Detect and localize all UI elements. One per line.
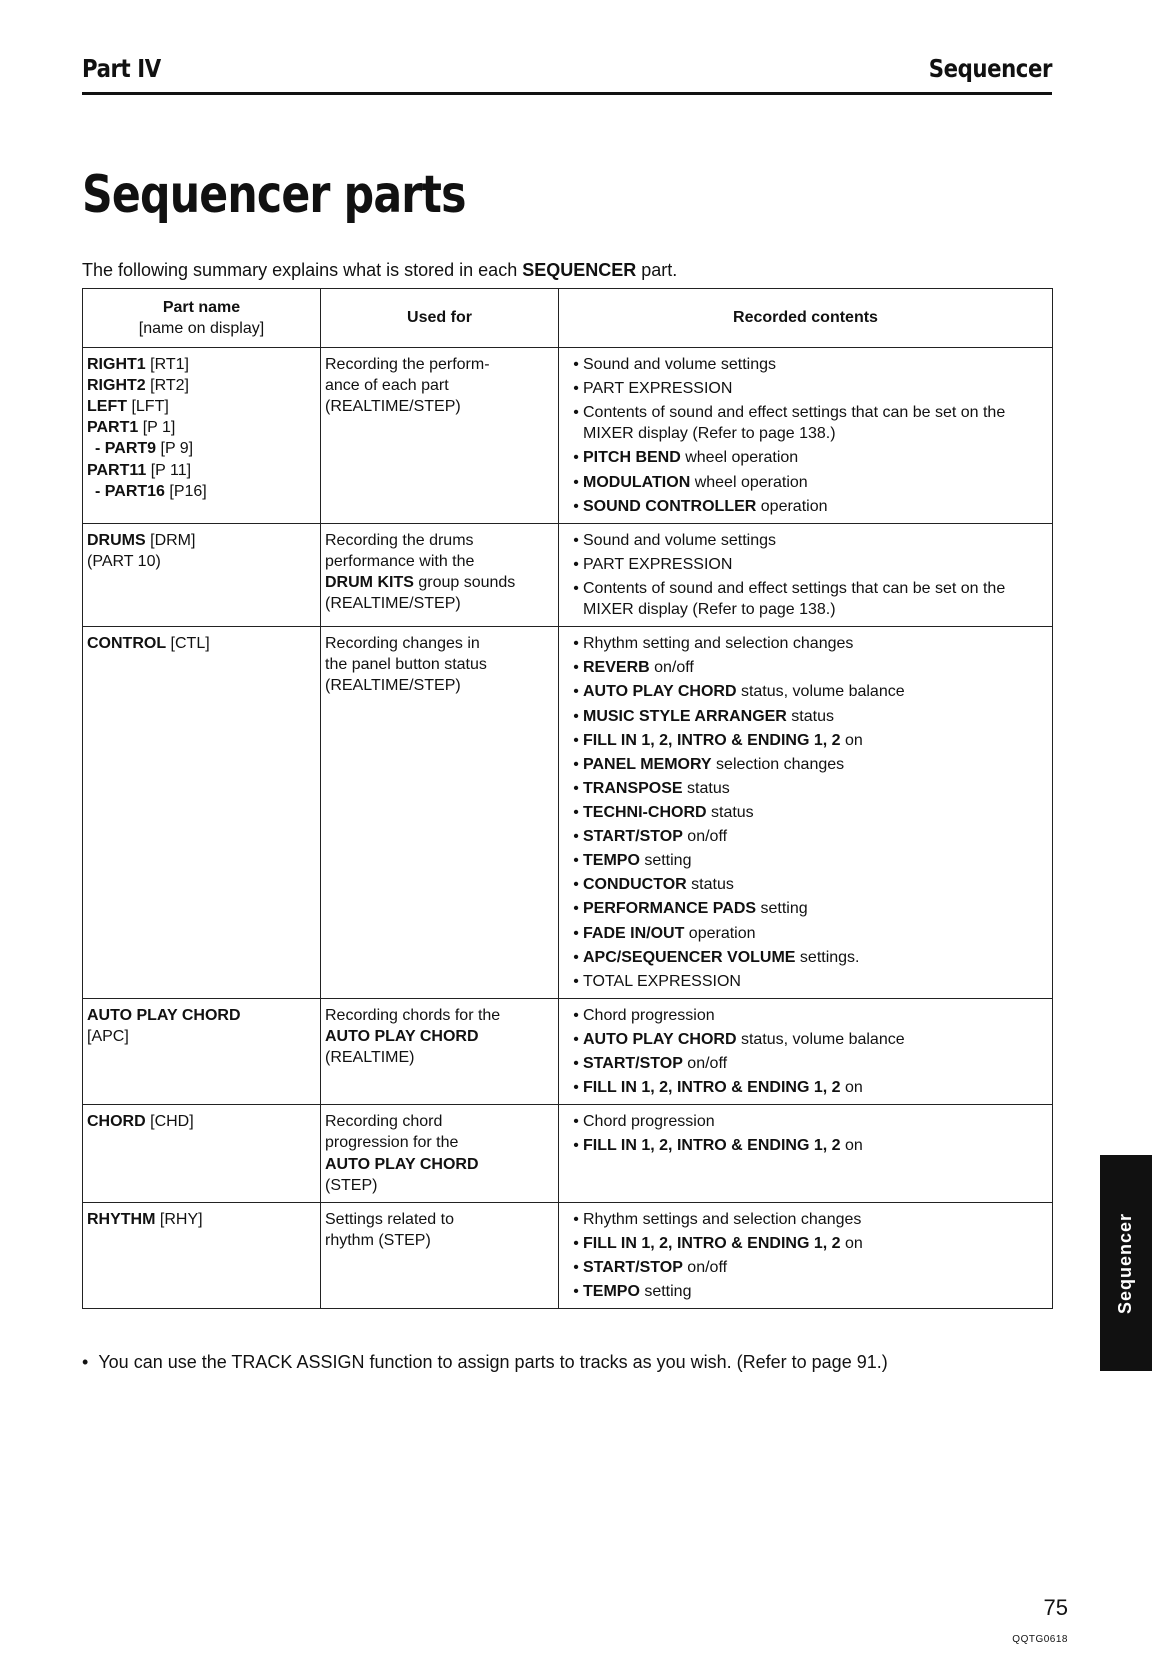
used-for-text: Recording changes in — [325, 635, 480, 653]
recorded-text: setting — [639, 852, 692, 870]
part-name-bold: RHYTHM — [87, 1210, 156, 1228]
recorded-bold: TEMPO — [583, 852, 640, 870]
recorded-bold: MODULATION — [583, 473, 691, 491]
recorded-contents-cell — [559, 348, 1053, 524]
used-for-line — [325, 1047, 554, 1068]
part-name-bold: PART1 — [87, 419, 139, 437]
bullet-icon: • — [573, 635, 579, 653]
used-for-cell — [321, 627, 559, 999]
recorded-contents-cell — [559, 1202, 1053, 1308]
list-item — [563, 496, 1048, 517]
recorded-bold: FILL IN 1, 2, INTRO & ENDING 1, 2 — [583, 1137, 841, 1155]
part-name-display: [P 9] — [156, 440, 194, 458]
recorded-text: wheel operation — [680, 449, 799, 467]
part-name-display: [RT2] — [145, 377, 189, 395]
list-item — [563, 554, 1048, 575]
recorded-text: PART EXPRESSION — [583, 555, 733, 573]
bullet-icon: • — [573, 659, 579, 677]
recorded-bold: FILL IN 1, 2, INTRO & ENDING 1, 2 — [583, 1079, 841, 1097]
used-for-line — [325, 530, 554, 551]
recorded-text: operation — [684, 924, 756, 942]
list-item — [563, 1233, 1048, 1254]
footnote-text: You can use the TRACK ASSIGN function to assign parts to tracks as you wish. (Refer to page 91.) — [98, 1352, 888, 1372]
recorded-bold: CONDUCTOR — [583, 876, 687, 894]
list-item — [563, 826, 1048, 847]
bullet-icon: • — [573, 380, 579, 398]
part-name-cell — [83, 998, 321, 1104]
used-for-text: Recording chord — [325, 1113, 443, 1131]
recorded-bold: APC/SEQUENCER VOLUME — [583, 948, 796, 966]
recorded-text: settings. — [795, 948, 860, 966]
used-for-line — [325, 396, 554, 417]
recorded-text: status — [706, 803, 754, 821]
list-item — [563, 447, 1048, 468]
bullet-icon: • — [573, 1006, 579, 1024]
part-name — [87, 438, 316, 459]
part-name — [87, 417, 316, 438]
used-for-text: (REALTIME/STEP) — [325, 595, 461, 613]
part-name-bold: DRUMS — [87, 531, 146, 549]
list-item — [563, 1281, 1048, 1302]
table-row — [83, 627, 1053, 999]
list-item — [563, 1257, 1048, 1278]
bullet-icon: • — [573, 707, 579, 725]
used-for-text: ance of each part — [325, 377, 449, 395]
part-name-display: [P16] — [164, 482, 207, 500]
list-item — [563, 1029, 1048, 1050]
used-for-text: rhythm (STEP) — [325, 1231, 431, 1249]
recorded-text: on — [840, 1079, 863, 1097]
header-part: Part IV — [82, 54, 161, 83]
part-name-cell — [83, 523, 321, 626]
used-for-text: (REALTIME/STEP) — [325, 398, 461, 416]
recorded-bold: TEMPO — [583, 1283, 640, 1301]
part-name-display: [P 1] — [138, 419, 176, 437]
recorded-text: Chord progression — [583, 1006, 715, 1024]
recorded-text: on/off — [682, 828, 728, 846]
part-name — [87, 1209, 316, 1230]
part-name-bold: - PART16 — [95, 482, 165, 500]
list-item — [563, 730, 1048, 751]
side-tab — [1100, 1155, 1152, 1371]
recorded-text: selection changes — [711, 755, 845, 773]
header-rule — [82, 92, 1052, 95]
bullet-icon: • — [573, 531, 579, 549]
used-for-bold: DRUM KITS — [325, 573, 414, 591]
table-header-row — [83, 289, 1053, 348]
list-item — [563, 378, 1048, 399]
recorded-bold: SOUND CONTROLLER — [583, 497, 757, 515]
part-name-cell — [83, 348, 321, 524]
footnote — [82, 1352, 888, 1373]
recorded-contents-cell — [559, 627, 1053, 999]
list-item — [563, 947, 1048, 968]
part-name-cell — [83, 1105, 321, 1202]
recorded-text: Contents of sound and effect settings that can be set on the MIXER display (Refer to page 138.) — [583, 404, 1006, 443]
part-name — [87, 1026, 316, 1047]
header-part-name-label: Part name — [162, 298, 241, 316]
bullet-icon: • — [573, 555, 579, 573]
list-item — [563, 657, 1048, 678]
recorded-bold: FILL IN 1, 2, INTRO & ENDING 1, 2 — [583, 731, 841, 749]
bullet-icon: • — [573, 731, 579, 749]
part-name — [87, 1111, 316, 1132]
used-for-line — [325, 1154, 554, 1175]
used-for-text: group sounds — [413, 573, 516, 591]
recorded-text: Sound and volume settings — [583, 356, 777, 373]
part-name-cell — [83, 1202, 321, 1308]
used-for-line — [325, 1132, 554, 1153]
part-name-bold: AUTO PLAY CHORD — [87, 1006, 241, 1024]
used-for-line — [325, 593, 554, 614]
bullet-icon: • — [573, 473, 579, 491]
recorded-bold: START/STOP — [583, 828, 683, 846]
recorded-bold: PITCH BEND — [583, 449, 681, 467]
recorded-bold: PERFORMANCE PADS — [583, 900, 757, 918]
bullet-icon: • — [573, 449, 579, 467]
recorded-bold: START/STOP — [583, 1055, 683, 1073]
part-name-display: [RT1] — [145, 356, 189, 373]
recorded-bold: MUSIC STYLE ARRANGER — [583, 707, 787, 725]
recorded-text: on/off — [682, 1258, 728, 1276]
recorded-text: on — [840, 731, 863, 749]
page-title: Sequencer parts — [82, 165, 466, 225]
list-item — [563, 681, 1048, 702]
recorded-bold: START/STOP — [583, 1258, 683, 1276]
used-for-bold: AUTO PLAY CHORD — [325, 1155, 479, 1173]
bullet-icon: • — [573, 779, 579, 797]
part-name — [87, 633, 316, 654]
used-for-text: (REALTIME/STEP) — [325, 677, 461, 695]
list-item — [563, 1135, 1048, 1156]
bullet-icon: • — [573, 803, 579, 821]
used-for-text: Recording the drums — [325, 531, 474, 549]
used-for-cell — [321, 1105, 559, 1202]
list-item — [563, 923, 1048, 944]
bullet-icon: • — [573, 852, 579, 870]
table-row — [83, 998, 1053, 1104]
list-item — [563, 1111, 1048, 1132]
recorded-text: Rhythm setting and selection changes — [583, 635, 854, 653]
part-name-display: [CHD] — [145, 1113, 194, 1131]
recorded-text: status — [682, 779, 730, 797]
list-item — [563, 850, 1048, 871]
bullet-icon: • — [573, 404, 579, 422]
bullet-icon: • — [573, 579, 579, 597]
used-for-text: Recording the perform- — [325, 356, 490, 373]
recorded-text: status, volume balance — [736, 683, 905, 701]
recorded-text: status — [786, 707, 834, 725]
list-item — [563, 530, 1048, 551]
bullet-icon: • — [573, 924, 579, 942]
part-name-bold: RIGHT2 — [87, 377, 146, 395]
part-name-cell — [83, 627, 321, 999]
part-name-display: [LFT] — [127, 398, 169, 416]
document-code: QQTG0618 — [1012, 1634, 1068, 1645]
used-for-cell — [321, 523, 559, 626]
list-item — [563, 402, 1048, 444]
header-recorded-contents: Recorded contents — [559, 289, 1053, 348]
recorded-text: TOTAL EXPRESSION — [583, 972, 741, 990]
list-item — [563, 898, 1048, 919]
part-name-display: [P 11] — [146, 461, 192, 479]
header-used-for: Used for — [321, 289, 559, 348]
part-name-display: [APC] — [87, 1027, 129, 1045]
used-for-line — [325, 1005, 554, 1026]
part-name-bold: LEFT — [87, 398, 127, 416]
part-name-bold: CHORD — [87, 1113, 146, 1131]
used-for-bold: AUTO PLAY CHORD — [325, 1027, 479, 1045]
bullet-icon: • — [573, 755, 579, 773]
used-for-text: the panel button status — [325, 656, 487, 674]
bullet-icon: • — [573, 497, 579, 515]
bullet-icon: • — [573, 1113, 579, 1131]
recorded-text: Chord progression — [583, 1113, 715, 1131]
used-for-text: performance with the — [325, 552, 475, 570]
part-name-display: [RHY] — [155, 1210, 203, 1228]
recorded-bold: AUTO PLAY CHORD — [583, 683, 737, 701]
part-name — [87, 354, 316, 375]
used-for-cell — [321, 1202, 559, 1308]
part-name — [87, 375, 316, 396]
recorded-bold: TRANSPOSE — [583, 779, 683, 797]
recorded-bold: FILL IN 1, 2, INTRO & ENDING 1, 2 — [583, 1234, 841, 1252]
used-for-text: (STEP) — [325, 1176, 378, 1194]
recorded-text: operation — [756, 497, 828, 515]
list-item — [563, 802, 1048, 823]
list-item — [563, 1005, 1048, 1026]
bullet-icon: • — [573, 900, 579, 918]
bullet-icon: • — [573, 828, 579, 846]
recorded-text: PART EXPRESSION — [583, 380, 733, 398]
used-for-cell — [321, 348, 559, 524]
intro-text — [82, 260, 677, 281]
intro-bold: SEQUENCER — [522, 260, 637, 280]
part-name — [87, 551, 316, 572]
bullet-icon: • — [573, 1258, 579, 1276]
part-name-bold: CONTROL — [87, 635, 167, 653]
recorded-contents-cell — [559, 523, 1053, 626]
list-item — [563, 874, 1048, 895]
recorded-text: on — [840, 1137, 863, 1155]
bullet-icon: • — [573, 683, 579, 701]
table-row — [83, 348, 1053, 524]
table-body — [83, 348, 1053, 1309]
list-item — [563, 472, 1048, 493]
recorded-text: on/off — [682, 1055, 728, 1073]
bullet-icon: • — [573, 1210, 579, 1228]
recorded-text: status, volume balance — [736, 1030, 905, 1048]
bullet-icon: • — [573, 1055, 579, 1073]
part-name-display: (PART 10) — [87, 552, 161, 570]
recorded-contents-cell — [559, 998, 1053, 1104]
list-item — [563, 578, 1048, 620]
bullet-icon: • — [573, 1137, 579, 1155]
recorded-text: Rhythm settings and selection changes — [583, 1210, 862, 1228]
recorded-bold: TECHNI-CHORD — [583, 803, 707, 821]
part-name — [87, 396, 316, 417]
recorded-text: setting — [639, 1283, 692, 1301]
list-item — [563, 633, 1048, 654]
bullet-icon: • — [573, 876, 579, 894]
page-number: 75 — [1043, 1595, 1068, 1620]
table-row — [83, 1105, 1053, 1202]
used-for-text: Settings related to — [325, 1210, 454, 1228]
list-item — [563, 706, 1048, 727]
sequencer-parts-table — [82, 288, 1053, 1309]
part-name-bold: RIGHT1 — [87, 356, 146, 373]
list-item — [563, 354, 1048, 375]
used-for-line — [325, 572, 554, 593]
bullet-icon: • — [573, 972, 579, 990]
side-tab-label: Sequencer — [1115, 1212, 1136, 1314]
used-for-line — [325, 675, 554, 696]
part-name-display: [CTL] — [166, 635, 210, 653]
part-name-display: [DRM] — [145, 531, 196, 549]
recorded-text: Contents of sound and effect settings that can be set on the MIXER display (Refer to page 138.) — [583, 579, 1006, 619]
list-item — [563, 754, 1048, 775]
part-name-bold: - PART9 — [95, 440, 157, 458]
list-item — [563, 971, 1048, 992]
used-for-line — [325, 354, 554, 375]
used-for-line — [325, 1230, 554, 1251]
used-for-text: progression for the — [325, 1134, 459, 1152]
bullet-icon: • — [82, 1352, 99, 1372]
recorded-text: Sound and volume settings — [583, 531, 777, 549]
intro-after: part. — [636, 260, 678, 280]
part-name — [87, 460, 316, 481]
part-name — [87, 1005, 316, 1026]
recorded-bold: PANEL MEMORY — [583, 755, 712, 773]
table-row — [83, 1202, 1053, 1308]
used-for-text: Recording chords for the — [325, 1006, 501, 1024]
recorded-text: wheel operation — [690, 473, 808, 491]
recorded-text: status — [686, 876, 734, 894]
list-item — [563, 1209, 1048, 1230]
list-item — [563, 1077, 1048, 1098]
list-item — [563, 778, 1048, 799]
used-for-line — [325, 1111, 554, 1132]
recorded-text: on — [840, 1234, 863, 1252]
used-for-line — [325, 654, 554, 675]
part-name-bold: PART11 — [87, 461, 147, 479]
recorded-bold: REVERB — [583, 659, 650, 677]
list-item — [563, 1053, 1048, 1074]
used-for-line — [325, 375, 554, 396]
used-for-line — [325, 1175, 554, 1196]
used-for-line — [325, 551, 554, 572]
table-row — [83, 523, 1053, 626]
used-for-line — [325, 1026, 554, 1047]
header-part-name — [83, 289, 321, 348]
recorded-bold: FADE IN/OUT — [583, 924, 685, 942]
bullet-icon: • — [573, 1030, 579, 1048]
bullet-icon: • — [573, 948, 579, 966]
bullet-icon: • — [573, 1079, 579, 1097]
bullet-icon: • — [573, 1234, 579, 1252]
part-name — [87, 530, 316, 551]
header-part-name-sub: [name on display] — [138, 320, 265, 337]
recorded-bold: AUTO PLAY CHORD — [583, 1030, 737, 1048]
recorded-text: setting — [756, 900, 808, 918]
recorded-text: on/off — [649, 659, 694, 677]
used-for-line — [325, 633, 554, 654]
recorded-contents-cell — [559, 1105, 1053, 1202]
intro-before: The following summary explains what is stored in each — [82, 260, 523, 280]
bullet-icon: • — [573, 1283, 579, 1301]
used-for-cell — [321, 998, 559, 1104]
bullet-icon: • — [573, 356, 579, 373]
used-for-text: (REALTIME) — [325, 1049, 415, 1067]
header-section: Sequencer — [928, 54, 1052, 83]
used-for-line — [325, 1209, 554, 1230]
part-name — [87, 481, 316, 502]
